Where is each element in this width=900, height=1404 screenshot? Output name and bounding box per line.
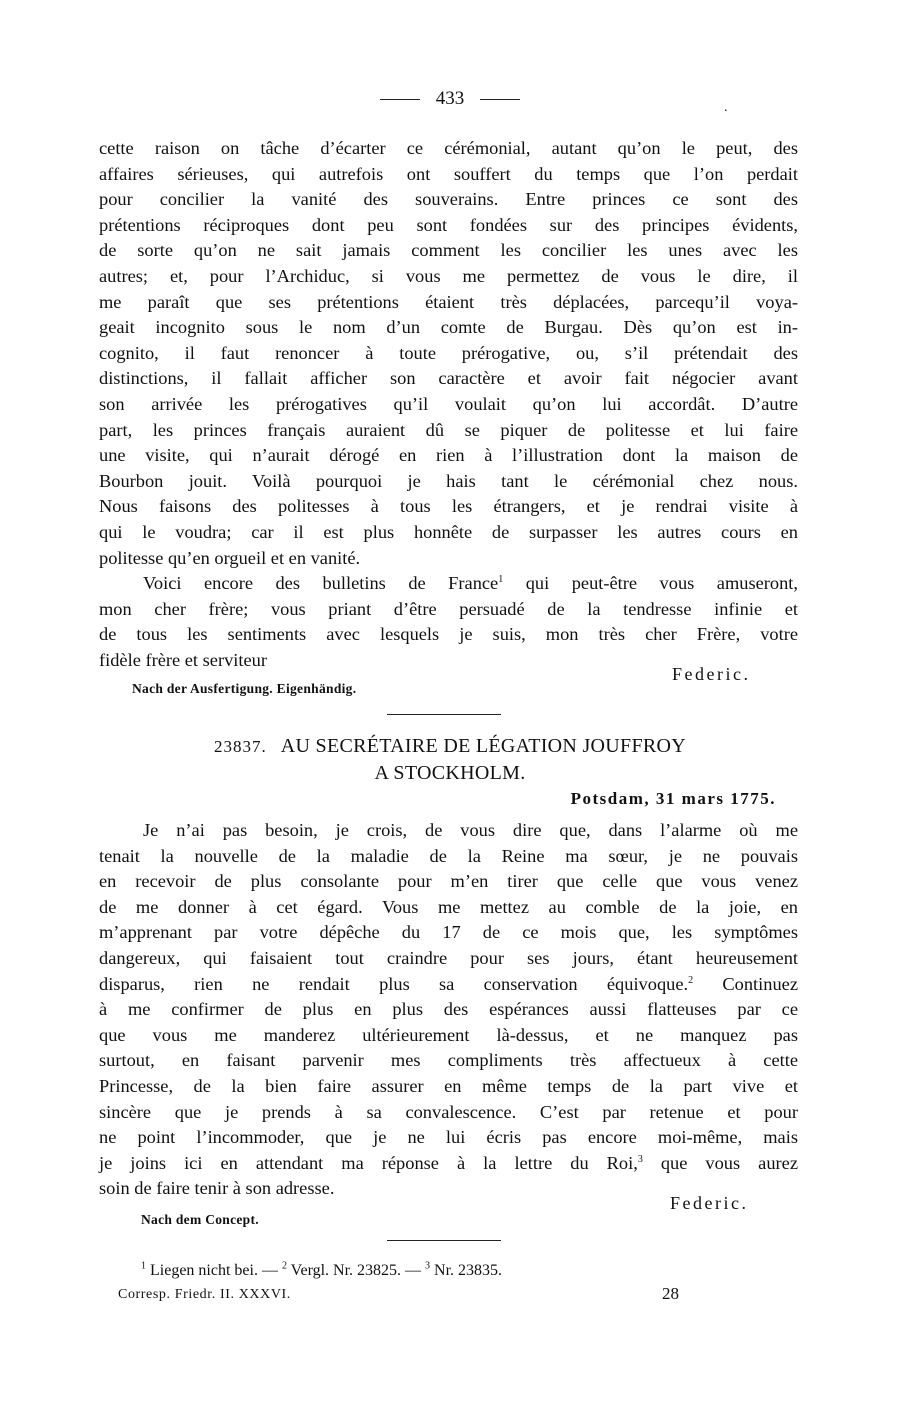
text-line: geait incognito sous le nom d’un comte de Burgau. Dès qu’on est in-: [99, 317, 798, 338]
header-rule-right: [480, 99, 520, 100]
sheet-number: 28: [662, 1284, 679, 1303]
text-line: Nous faisons des politesses à tous les étrangers, et je rendrai visite à: [99, 496, 798, 517]
footnote-rule: [387, 1240, 501, 1241]
text-line: Bourbon jouit. Voilà pourquoi je hais tant le cérémonial chez nous.: [99, 470, 798, 491]
text-line: Je n’ai pas besoin, je crois, de vous dire que, dans l’alarme où me: [143, 820, 798, 840]
text-line: [99, 972, 798, 998]
text-segment: Continuez: [693, 973, 798, 994]
paragraph-1: [99, 136, 798, 571]
footnote-ref: 2: [688, 974, 694, 986]
text-segment: je joins ici en attendant ma réponse à la lettre du Roi,: [99, 1152, 638, 1173]
text-line: surtout, en faisant parvenir mes compliments très affectueux à cette: [99, 1050, 798, 1071]
text-segment: disparus, rien ne rendait plus sa conservation équivoque.: [99, 973, 689, 994]
text-line: qui le voudra; car il est plus honnête de surpasser les autres cours en: [99, 521, 798, 542]
text-line: fidèle frère et serviteur: [99, 649, 267, 670]
text-line: sincère que je prends à sa convalescence. C’est par retenue et pour: [99, 1101, 798, 1122]
text-line: une visite, qui n’aurait dérogé en rien à l’illustration dont la maison de: [99, 445, 798, 466]
text-line: [99, 1151, 798, 1177]
text-line: soin de faire tenir à son adresse.: [99, 1178, 335, 1199]
footnote-mark: 1: [141, 1260, 146, 1272]
text-line: Princesse, de la bien faire assurer en même temps de la part vive et: [99, 1075, 798, 1096]
running-header: [0, 88, 900, 110]
text-line: que vous me manderez ultérieurement là-dessus, et ne manquez pas: [99, 1024, 798, 1045]
paragraph-2: [99, 571, 798, 673]
text-line: de tous les sentiments avec lesquels je suis, mon très cher Frère, votre: [99, 624, 798, 645]
print-speck: .: [724, 100, 728, 115]
footnote-text: Liegen nicht bei. —: [146, 1262, 282, 1279]
section-rule: [387, 714, 501, 715]
text-line: de sorte qu’on ne sait jamais comment les concilier les unes avec les: [99, 240, 798, 261]
text-segment: que vous aurez: [642, 1152, 798, 1173]
letter-title-line2: A STOCKHOLM.: [374, 762, 526, 784]
text-line: m’apprenant par votre dépêche du 17 de ce mois que, les symptômes: [99, 922, 798, 943]
signature: Federic.: [670, 1193, 749, 1213]
page-number: 433: [435, 88, 465, 109]
footnote-ref: 1: [498, 573, 504, 585]
letter-heading: [0, 735, 900, 758]
source-note: Nach dem Concept.: [141, 1212, 259, 1227]
text-line: affaires sérieuses, qui autrefois ont souffert du temps que l’on perdait: [99, 163, 798, 184]
text-line: mon cher frère; vous priant d’être persuadé de la tendresse infinie et: [99, 598, 798, 619]
text-line: en recevoir de plus consolante pour m’en tirer que celle que vous venez: [99, 871, 798, 892]
text-line: cognito, il faut renoncer à toute prérogative, ou, s’il prétendait des: [99, 342, 798, 363]
text-line: à me confirmer de plus en plus des espérances aussi flatteuses par ce: [99, 999, 798, 1020]
collection-signature: Corresp. Friedr. II. XXXVI.: [118, 1287, 291, 1302]
text-line: de me donner à cet égard. Vous me mettez au comble de la joie, en: [99, 896, 798, 917]
footnote-mark: 3: [425, 1260, 431, 1272]
footnotes: [141, 1262, 502, 1280]
footnote-text: Nr. 23835.: [430, 1262, 503, 1279]
letter-heading-2: [0, 762, 900, 785]
signature: Federic.: [672, 664, 751, 684]
text-segment: Voici encore des bulletins de France: [143, 573, 499, 593]
paragraph-3: [99, 818, 798, 1202]
header-rule-left: [380, 99, 420, 100]
footnote-mark: 2: [281, 1260, 287, 1272]
text-line: politesse qu’en orgueil et en vanité.: [99, 547, 361, 568]
footnote-text: Vergl. Nr. 23825. —: [286, 1262, 426, 1279]
text-line: pour concilier la vanité des souverains. Entre princes ce sont des: [99, 189, 798, 210]
footnote-ref: 3: [637, 1153, 643, 1165]
text-line: tenait la nouvelle de la maladie de la Reine ma sœur, je ne pouvais: [99, 845, 798, 866]
text-line: ne point l’incommoder, que je ne lui écris pas encore moi-même, mais: [99, 1127, 798, 1148]
text-line: cette raison on tâche d’écarter ce cérémonial, autant qu’on le peut, des: [99, 138, 798, 158]
text-line: [99, 571, 798, 597]
source-note: Nach der Ausfertigung. Eigenhändig.: [132, 681, 357, 696]
letter-title: AU SECRÉTAIRE DE LÉGATION JOUFFROY: [280, 735, 687, 757]
text-line: prétentions réciproques dont peu sont fondées sur des principes évidents,: [99, 214, 798, 235]
text-line: me paraît que ses prétentions étaient très déplacées, parcequ’il voya-: [99, 291, 798, 312]
text-segment: qui peut-être vous amuseront,: [503, 573, 798, 593]
text-line: distinctions, il fallait afficher son caractère et avoir fait négocier avant: [99, 368, 798, 389]
letter-number: 23837.: [213, 737, 267, 756]
dateline: Potsdam, 31 mars 1775.: [570, 789, 776, 808]
text-line: son arrivée les prérogatives qu’il voulait qu’on lui accordât. D’autre: [99, 393, 798, 414]
text-line: dangereux, qui faisaient tout craindre pour ses jours, étant heureusement: [99, 947, 798, 968]
text-line: part, les princes français auraient dû se piquer de politesse et lui faire: [99, 419, 798, 440]
text-line: autres; et, pour l’Archiduc, si vous me permettez de vous le dire, il: [99, 265, 798, 286]
